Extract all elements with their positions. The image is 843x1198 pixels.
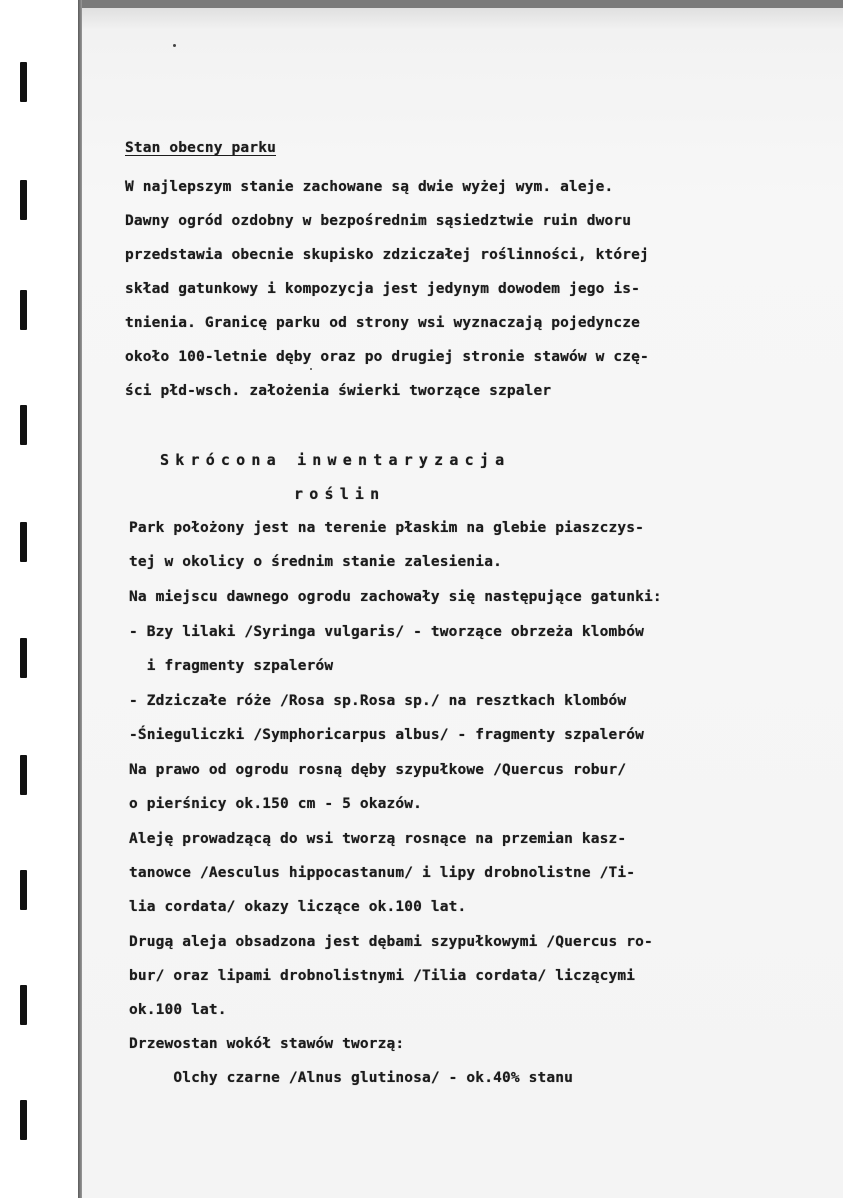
sprocket-hole-icon bbox=[20, 180, 27, 220]
sprocket-hole-icon bbox=[20, 638, 27, 678]
paragraph-line: około 100-letnie dęby oraz po drugiej stronie stawów w czę- bbox=[125, 349, 649, 365]
paragraph-line: Park położony jest na terenie płaskim na glebie piaszczys- bbox=[129, 520, 645, 536]
sprocket-hole-icon bbox=[20, 870, 27, 910]
sprocket-hole-icon bbox=[20, 290, 27, 330]
paragraph-line: skład gatunkowy i kompozycja jest jedynym dowodem jego is- bbox=[125, 281, 641, 297]
paragraph-line: ści płd-wsch. założenia świerki tworzące szpaler bbox=[125, 383, 552, 399]
paragraph-line: tanowce /Aesculus hippocastanum/ i lipy drobnolistne /Ti- bbox=[129, 865, 636, 881]
list-item: - Bzy lilaki /Syringa vulgaris/ - tworzące obrzeża klombów bbox=[129, 624, 645, 640]
section-heading-park-state: Stan obecny parku bbox=[125, 140, 276, 156]
list-item: -Śnieguliczki /Symphoricarpus albus/ - fragmenty szpalerów bbox=[129, 727, 645, 743]
paragraph-line: tej w okolicy o średnim stanie zalesienia. bbox=[129, 554, 502, 570]
typed-text-body bbox=[82, 0, 843, 1198]
paragraph-line: tnienia. Granicę parku od strony wsi wyznaczają pojedyncze bbox=[125, 315, 641, 331]
paragraph-line: lia cordata/ okazy liczące ok.100 lat. bbox=[129, 899, 467, 915]
paragraph-line: Na miejscu dawnego ogrodu zachowały się następujące gatunki: bbox=[129, 589, 662, 605]
sprocket-hole-icon bbox=[20, 522, 27, 562]
paragraph-line: Dawny ogród ozdobny w bezpośrednim sąsiedztwie ruin dworu bbox=[125, 213, 632, 229]
paragraph-line: Drzewostan wokół stawów tworzą: bbox=[129, 1036, 405, 1052]
paragraph-line: Na prawo od ogrodu rosną dęby szypułkowe /Quercus robur/ bbox=[129, 762, 627, 778]
list-item: Olchy czarne /Alnus glutinosa/ - ok.40% stanu bbox=[129, 1070, 573, 1086]
sprocket-hole-icon bbox=[20, 755, 27, 795]
sprocket-hole-icon bbox=[20, 405, 27, 445]
sprocket-hole-icon bbox=[20, 62, 27, 102]
section-title-inventory: Skrócona inwentaryzacja bbox=[160, 451, 511, 469]
list-item: i fragmenty szpalerów bbox=[129, 658, 334, 674]
paragraph-line: ok.100 lat. bbox=[129, 1002, 227, 1018]
paragraph-line: Drugą aleja obsadzona jest dębami szypułkowymi /Quercus ro- bbox=[129, 934, 653, 950]
section-title-plants: roślin bbox=[294, 485, 386, 503]
list-item: - Zdziczałe róże /Rosa sp.Rosa sp./ na resztkach klombów bbox=[129, 693, 627, 709]
paragraph-line: przedstawia obecnie skupisko zdziczałej roślinności, której bbox=[125, 247, 649, 263]
paragraph-line: W najlepszym stanie zachowane są dwie wyżej wym. aleje. bbox=[125, 179, 614, 195]
sprocket-hole-icon bbox=[20, 1100, 27, 1140]
paragraph-line: Aleję prowadzącą do wsi tworzą rosnące na przemian kasz- bbox=[129, 831, 627, 847]
film-strip-margin bbox=[0, 0, 78, 1198]
sprocket-hole-icon bbox=[20, 985, 27, 1025]
paragraph-line: bur/ oraz lipami drobnolistnymi /Tilia cordata/ liczącymi bbox=[129, 968, 636, 984]
paragraph-line: o pierśnicy ok.150 cm - 5 okazów. bbox=[129, 796, 423, 812]
